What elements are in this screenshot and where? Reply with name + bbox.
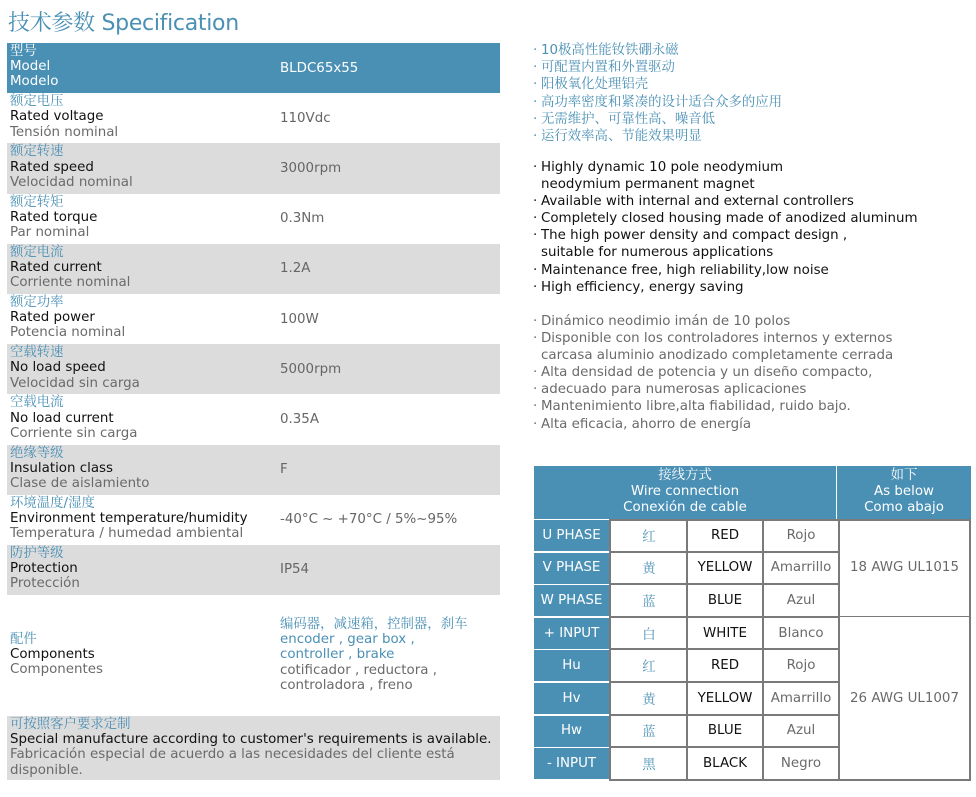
spec-label <box>10 195 97 241</box>
label-cn: 配件 <box>10 632 37 648</box>
label-divider <box>534 715 609 716</box>
feature-item <box>533 76 782 93</box>
label-en: Rated torque <box>10 209 98 225</box>
label-cn: 额定转速 <box>10 144 64 160</box>
label-es: Tensión nominal <box>10 124 119 140</box>
spec-row <box>7 194 500 244</box>
bullet-icon: · <box>533 111 538 127</box>
label-cn: 额定电流 <box>10 244 64 260</box>
bullet-icon: · <box>533 331 538 347</box>
wire-row-label: Hu <box>534 650 609 682</box>
label-divider <box>534 584 609 585</box>
spec-label <box>10 94 118 140</box>
label-cn: 绝缘等级 <box>10 445 64 461</box>
bullet-icon: · <box>533 279 538 295</box>
wire-row-label: W PHASE <box>534 585 609 617</box>
feature-text: 10极高性能钕铁硼永磁 <box>541 43 679 58</box>
feature-item <box>533 111 782 128</box>
label-cn: 防护等级 <box>10 545 64 561</box>
spec-value: IP54 <box>280 562 310 578</box>
feature-item <box>533 59 782 76</box>
wire-cell-es: Amarrillo <box>770 560 832 576</box>
bullet-icon: · <box>533 399 538 415</box>
components-es-1: cotificador , reductora , <box>280 662 437 678</box>
bullet-icon: · <box>533 211 538 227</box>
wire-cell-en: YELLOW <box>697 560 753 576</box>
wire-cell-cn: 黄 <box>642 562 656 578</box>
components-es-2: controladora , freno <box>280 677 413 693</box>
spec-label <box>10 295 125 341</box>
label-es: Velocidad nominal <box>10 174 133 190</box>
bullet-icon: · <box>533 262 538 278</box>
wire-header-cn: 接线方式 <box>658 468 712 483</box>
bullet-icon: · <box>533 60 538 76</box>
feature-text: High efficiency, energy saving <box>541 279 744 295</box>
spec-label <box>10 446 150 492</box>
wire-cell-es: Amarrillo <box>770 690 832 706</box>
label-divider <box>534 682 609 683</box>
wire-grid <box>609 519 971 781</box>
components-value <box>280 617 467 693</box>
bullet-icon: · <box>533 160 538 175</box>
row-divider <box>611 746 839 748</box>
wire-row-label: U PHASE <box>534 520 609 552</box>
feature-text: Maintenance free, high reliability,low noise <box>541 262 829 278</box>
label-en: Rated power <box>10 310 95 326</box>
label-en: No load speed <box>10 360 106 376</box>
spec-row <box>7 344 500 394</box>
features-cn-list <box>533 42 782 145</box>
spec-label <box>10 496 248 542</box>
spec-value: 110Vdc <box>280 110 331 126</box>
bullet-icon: · <box>533 365 538 381</box>
row-divider <box>611 551 839 553</box>
spec-label <box>10 632 103 678</box>
label-en: Rated voltage <box>10 109 104 125</box>
feature-text: The high power density and compact design , <box>541 228 848 244</box>
spec-label <box>10 717 500 778</box>
wire-cell-en: YELLOW <box>697 690 753 706</box>
bullet-icon: · <box>533 194 538 210</box>
label-cn: 型号 <box>10 44 37 59</box>
feature-text: Alta densidad de potencia y un diseño compacto, <box>541 365 873 381</box>
page-title: 技术参数 Specification <box>8 11 239 36</box>
spec-label <box>10 395 138 441</box>
label-divider <box>534 747 609 748</box>
wire-header-en: Wire connection <box>630 484 740 499</box>
bullet-icon: · <box>533 228 538 244</box>
bullet-icon: · <box>533 382 538 398</box>
bullet-icon: · <box>533 129 538 145</box>
feature-item <box>533 262 918 279</box>
feature-text: 运行效率高、节能效果明显 <box>541 129 702 145</box>
feature-text: 无需维护、可靠性高、噪音低 <box>541 111 716 127</box>
spec-row <box>7 143 500 193</box>
spec-row <box>7 445 500 495</box>
row-divider <box>611 681 839 683</box>
wire-row-label: V PHASE <box>534 552 609 584</box>
feature-item <box>533 330 893 347</box>
spec-label <box>10 44 58 90</box>
label-en: Environment temperature/humidity <box>10 510 248 526</box>
spec-header-row <box>7 43 500 93</box>
wire-cell-es: Rojo <box>786 527 816 543</box>
feature-item <box>533 381 893 398</box>
feature-text: Alta eficacia, ahorro de energía <box>541 416 752 432</box>
feature-text: Dinámico neodimio imán de 10 polos <box>541 314 791 329</box>
feature-item <box>533 176 918 193</box>
label-cn: 空载电流 <box>10 395 64 411</box>
bullet-icon: · <box>533 416 538 432</box>
wire-cell-en: BLUE <box>707 723 743 739</box>
wire-row-label: Hw <box>534 715 609 747</box>
label-es: Clase de aislamiento <box>10 475 150 491</box>
wire-cell-es: Rojo <box>786 658 816 674</box>
label-cn: 环境温度/湿度 <box>10 495 95 511</box>
special-en: Special manufacture according to customer's requirements is available. <box>10 732 492 748</box>
feature-text: Disponible con los controladores internos y externos <box>541 331 893 347</box>
feature-text: carcasa aluminio anodizado completamente cerrada <box>541 348 894 364</box>
row-divider <box>611 714 839 716</box>
bullet-icon: · <box>533 314 538 329</box>
wire-cell-es: Blanco <box>778 625 824 641</box>
wire-header-right-cn: 如下 <box>890 468 918 483</box>
spec-row-components <box>7 595 500 716</box>
label-es: Temperatura / humedad ambiental <box>10 526 244 542</box>
label-en: Components <box>10 647 95 663</box>
spec-row <box>7 495 500 545</box>
spec-value: 0.35A <box>280 411 319 427</box>
feature-item <box>533 279 918 296</box>
features-es-list <box>533 313 893 433</box>
spec-value: 0.3Nm <box>280 211 325 227</box>
wire-header-es: Conexión de cable <box>623 500 747 515</box>
feature-item <box>533 398 893 415</box>
feature-item <box>533 94 782 111</box>
label-divider <box>534 617 609 618</box>
bullet-icon: · <box>533 77 538 93</box>
model-value: BLDC65x55 <box>280 60 359 76</box>
wire-cell-en: WHITE <box>703 625 747 641</box>
wire-cell-cn: 蓝 <box>642 594 656 610</box>
wire-cell-en: BLUE <box>707 592 743 608</box>
features-en-list <box>533 159 918 296</box>
feature-text: neodymium permanent magnet <box>541 177 755 193</box>
feature-text: 可配置内置和外置驱动 <box>541 60 675 76</box>
wire-connection-table <box>534 466 971 781</box>
wire-header-right-es: Como abajo <box>864 500 944 515</box>
label-en: Rated current <box>10 259 102 275</box>
feature-text: Highly dynamic 10 pole neodymium <box>541 160 784 175</box>
row-divider <box>611 583 839 585</box>
label-divider <box>534 649 609 650</box>
special-es: Fabricación especial de acuerdo a las necesidades del cliente está disponible. <box>10 747 455 778</box>
label-en: Protection <box>10 561 78 577</box>
feature-item <box>533 210 918 227</box>
wire-row-label: - INPUT <box>534 748 609 780</box>
feature-text: 阳极氧化处理铝壳 <box>541 77 649 93</box>
spec-table <box>7 43 500 780</box>
label-es: Potencia nominal <box>10 325 126 341</box>
spec-value: 3000rpm <box>280 160 342 176</box>
wire-cell-cn: 红 <box>642 660 656 676</box>
components-en-2: controller , brake <box>280 647 395 663</box>
spec-label <box>10 245 130 291</box>
wire-cell-es: Negro <box>780 755 822 771</box>
row-divider <box>611 616 839 618</box>
spec-label <box>10 546 80 592</box>
feature-text: 高功率密度和紧凑的设计适合众多的应用 <box>541 94 783 110</box>
components-en-1: encoder , gear box , <box>280 632 415 648</box>
label-es: Corriente nominal <box>10 275 131 291</box>
row-divider <box>611 648 839 650</box>
label-cn: 额定转矩 <box>10 194 64 210</box>
wire-gauge-spec: 26 AWG UL1007 <box>850 690 959 706</box>
label-en: Model <box>10 59 51 75</box>
label-es: Protección <box>10 576 80 592</box>
spec-value: 1.2A <box>280 261 311 277</box>
feature-text: Completely closed housing made of anodized aluminum <box>541 211 918 227</box>
feature-item <box>533 244 918 261</box>
wire-cell-en: RED <box>710 658 740 674</box>
special-cn: 可按照客户要求定制 <box>10 717 131 733</box>
spec-row <box>7 394 500 444</box>
components-cn: 编码器，减速箱，控制器，刹车 <box>280 617 468 633</box>
wire-row-label: Hv <box>534 683 609 715</box>
label-es: Par nominal <box>10 224 90 240</box>
bullet-icon: · <box>533 43 538 58</box>
feature-item <box>533 347 893 364</box>
label-es: Componentes <box>10 662 103 678</box>
label-en: Insulation class <box>10 460 113 476</box>
label-cn: 空载转速 <box>10 345 64 361</box>
feature-item <box>533 159 918 176</box>
wire-cell-cn: 蓝 <box>642 725 656 741</box>
wire-cell-cn: 红 <box>642 529 656 545</box>
feature-text: suitable for numerous applications <box>541 245 774 261</box>
bullet-icon: · <box>533 94 538 110</box>
label-en: Rated speed <box>10 159 94 175</box>
wire-cell-en: RED <box>710 527 740 543</box>
wire-cell-cn: 黑 <box>642 757 656 773</box>
spec-row <box>7 294 500 344</box>
feature-item <box>533 416 893 433</box>
label-en: No load current <box>10 410 114 426</box>
col-divider <box>686 519 688 779</box>
feature-item <box>533 227 918 244</box>
spec-label <box>10 144 133 190</box>
col-divider <box>762 519 764 779</box>
feature-item <box>533 42 782 59</box>
feature-item <box>533 313 893 330</box>
feature-item <box>533 128 782 145</box>
label-cn: 额定电压 <box>10 94 64 110</box>
feature-text: adecuado para numerosas aplicaciones <box>541 382 807 398</box>
label-es: Modelo <box>10 74 59 90</box>
wire-row-label: + INPUT <box>534 617 609 649</box>
wire-cell-es: Azul <box>786 723 816 739</box>
label-es: Velocidad sin carga <box>10 375 140 391</box>
spec-value: F <box>280 462 288 478</box>
spec-label <box>10 345 140 391</box>
wire-header-right-en: As below <box>874 484 934 499</box>
wire-gauge-spec: 18 AWG UL1015 <box>850 560 959 576</box>
spec-value: 100W <box>280 311 319 327</box>
wire-cell-cn: 白 <box>642 627 656 643</box>
spec-row <box>7 244 500 294</box>
wire-header-right <box>837 466 971 519</box>
feature-text: Mantenimiento libre,alta fiabilidad, ruido bajo. <box>541 399 851 415</box>
spec-row <box>7 93 500 143</box>
feature-item <box>533 364 893 381</box>
wire-cell-es: Azul <box>786 592 816 608</box>
spec-row <box>7 545 500 595</box>
spec-row-special <box>7 716 500 780</box>
wire-header-left <box>534 466 836 519</box>
feature-item <box>533 193 918 210</box>
label-es: Corriente sin carga <box>10 425 138 441</box>
label-cn: 额定功率 <box>10 294 64 310</box>
feature-text: Available with internal and external controllers <box>541 194 854 210</box>
wire-cell-cn: 黄 <box>642 692 656 708</box>
spec-value: 5000rpm <box>280 361 342 377</box>
label-divider <box>534 552 609 553</box>
wire-cell-en: BLACK <box>702 755 747 771</box>
grid-top-line <box>609 519 971 521</box>
spec-value: -40°C ~ +70°C / 5%~95% <box>280 512 458 528</box>
